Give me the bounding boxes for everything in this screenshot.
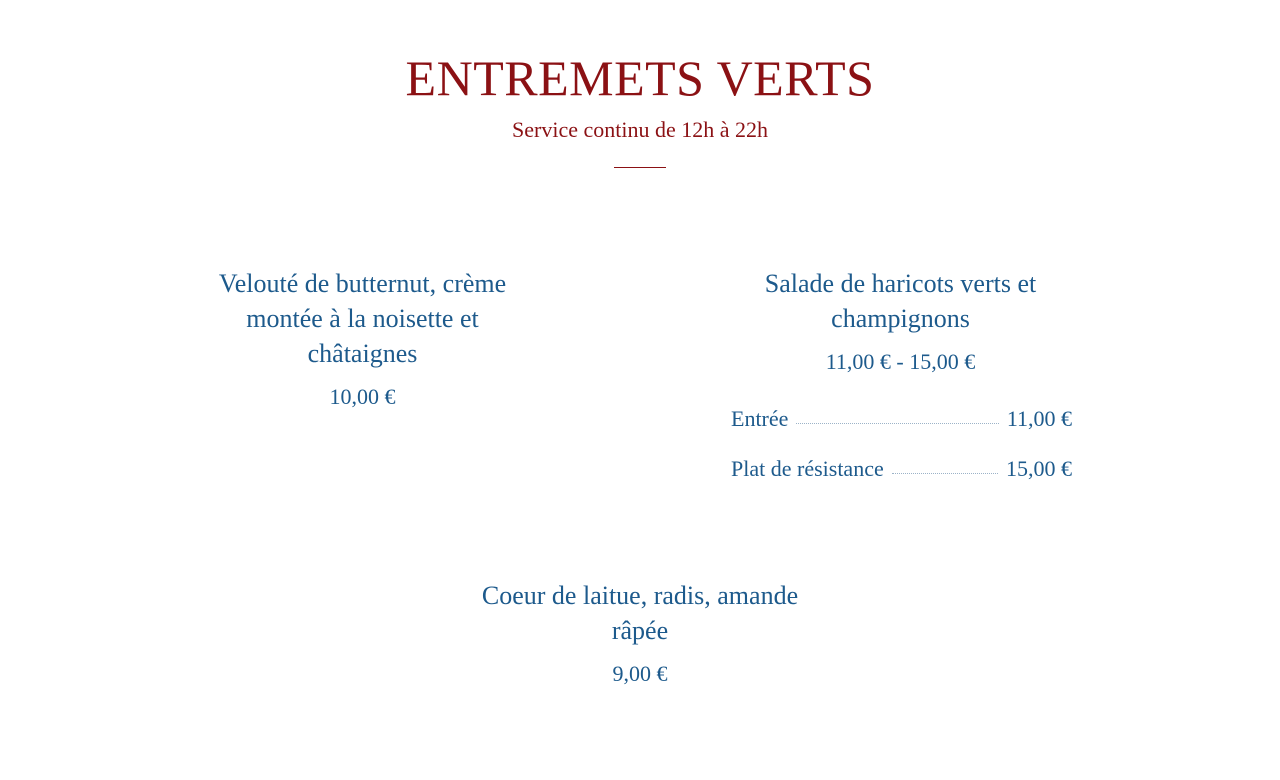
dish-options: [731, 404, 1072, 504]
dish-price-range: 11,00 € - 15,00 €: [825, 349, 976, 374]
menu-header: [0, 48, 1280, 168]
option-row-entree: [731, 404, 1072, 454]
dish-price: 9,00 €: [612, 661, 668, 686]
title-divider: [614, 167, 666, 168]
dotted-leader: [892, 473, 998, 474]
menu-item: [728, 266, 1073, 376]
dish-name: Salade de haricots verts et champignons: [764, 269, 1037, 333]
option-price: 15,00 €: [1006, 456, 1072, 481]
dish-name: Velouté de butternut, crème montée à la noisette et châtaignes: [218, 269, 507, 368]
section-title: ENTREMETS VERTS: [405, 50, 875, 106]
menu-item: [190, 266, 535, 411]
option-row-plat: [731, 454, 1072, 504]
dish-price: 10,00 €: [329, 384, 396, 409]
option-label: Entrée: [731, 406, 789, 431]
dish-name: Coeur de laitue, radis, amande râpée: [481, 581, 799, 645]
menu-item: [455, 578, 825, 688]
option-price: 11,00 €: [1006, 406, 1072, 431]
dotted-leader: [796, 423, 998, 424]
service-hours: Service continu de 12h à 22h: [512, 117, 768, 142]
option-label: Plat de résistance: [731, 456, 884, 481]
